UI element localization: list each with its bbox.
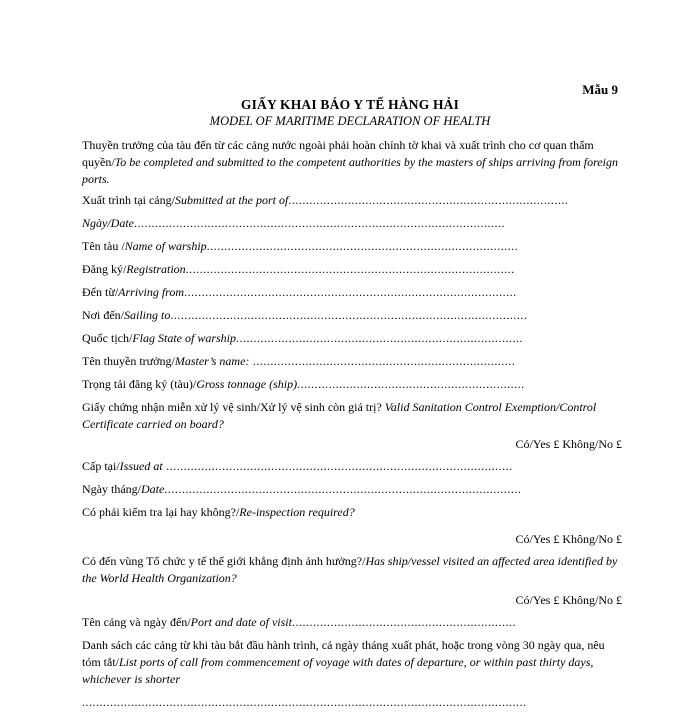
question-en: Has ship/vessel visited an affected area identified by the World Health Organization? [82, 554, 618, 585]
field-registration[interactable] [82, 261, 622, 284]
field-dots: ........................................................................... [249, 354, 516, 368]
field-date[interactable] [82, 215, 622, 238]
field-label-en: Flag State of warship [132, 331, 236, 345]
who-affected-area-question [82, 553, 622, 587]
field-label-en: Ngày/Date [82, 216, 134, 230]
field-dots: ................................................................ [291, 615, 516, 629]
question-en: Re-inspection required? [239, 505, 355, 519]
field-dots: ...................................................................................................... [164, 482, 522, 496]
sanitation-yes-no-checkboxes[interactable]: Có/Yes £ Không/No £ [515, 437, 622, 451]
field-sailing-to[interactable] [82, 307, 622, 330]
field-label-en: Issued at [119, 459, 163, 473]
question-vi: Giấy chứng nhận miễn xử lý vệ sinh/Xử lý vệ sinh còn giá trị? [82, 400, 385, 414]
reinspection-yes-no-checkboxes[interactable]: Có/Yes £ Không/No £ [515, 532, 622, 546]
reinspection-question [82, 504, 622, 521]
field-dots: ................................................................. [297, 377, 525, 391]
field-dots: ...................................................................................................... [170, 308, 528, 322]
field-label-en: Port and date of visit [190, 615, 292, 629]
declaration-body [82, 137, 622, 717]
field-dots: ................................................................................................... [162, 459, 513, 473]
intro-en: To be completed and submitted to the competent authorities by the masters of ships arriving from foreign ports. [82, 155, 618, 186]
ports-list-vi: Danh sách các cảng từ khi tàu bắt đầu hành trình, cả ngày tháng xuất phát, hoặc trong vòng 30 ngày qua, nêu tóm tắt/ [82, 638, 605, 669]
field-dots: .................................................................................. [236, 331, 523, 345]
question-vi: Có phải kiểm tra lại hay không?/ [82, 505, 240, 519]
field-label-en: Registration [126, 262, 186, 276]
sanitation-question [82, 399, 622, 433]
field-label-vi: Quốc tịch/ [82, 331, 133, 345]
field-label-vi: Tên tàu / [82, 239, 125, 253]
field-dots: ......................................................................................... [206, 239, 519, 253]
field-dots: .......................................................................................................... [134, 216, 505, 230]
field-gross-tonnage[interactable] [82, 376, 622, 399]
document-subtitle: MODEL OF MARITIME DECLARATION OF HEALTH [209, 114, 491, 128]
form-number: Mẫu 9 [582, 82, 618, 97]
field-label-vi: Đến từ/ [82, 285, 119, 299]
field-dots: ............................................................................................... [184, 285, 517, 299]
field-label-vi: Trọng tải đăng ký (tàu)/ [82, 377, 197, 391]
field-label-en: Arriving from [118, 285, 185, 299]
field-dots: .............................................................................................. [185, 262, 515, 276]
ports-list-paragraph [82, 637, 622, 688]
intro-paragraph [82, 137, 622, 188]
document-title: GIẤY KHAI BÁO Y TẾ HÀNG HẢI [240, 97, 460, 112]
field-ship-name[interactable] [82, 238, 622, 261]
field-label-en: Sailing to [124, 308, 171, 322]
field-label-en: Name of warship [124, 239, 207, 253]
field-master-name[interactable] [82, 353, 622, 376]
field-label-vi: Cấp tại/ [82, 459, 120, 473]
field-label-en: Master’s name: [174, 354, 250, 368]
field-port-submitted[interactable] [82, 192, 622, 215]
ports-list-en: List ports of call from commencement of voyage with dates of departure, or within past thirty days, whichever is shorter [82, 655, 594, 686]
field-flag-state[interactable] [82, 330, 622, 353]
question-en: Valid Sanitation Control Exemption/Control Certificate carried on board? [82, 400, 597, 431]
who-yes-no-checkboxes[interactable]: Có/Yes £ Không/No £ [515, 593, 622, 607]
field-dots: ................................................................................ [288, 193, 569, 207]
question-vi: Có đến vùng Tổ chức y tế thế giới khẳng định ảnh hưởng?/ [82, 554, 366, 568]
intro-vi: Thuyền trưởng của tàu đến từ các cảng nước ngoài phải hoàn chỉnh tờ khai và xuất trình cho cơ quan thẩm quyền/ [82, 138, 594, 169]
field-label-vi: Xuất trình tại cảng/ [82, 193, 175, 207]
field-label-vi: Tên thuyền trưởng/ [82, 354, 175, 368]
field-label-vi: Đăng ký/ [82, 262, 127, 276]
field-dots: ............................................................................................................................... [82, 695, 527, 709]
field-label-en: Gross tonnage (ship) [196, 377, 298, 391]
field-label-vi: Tên cảng và ngày đến/ [82, 615, 191, 629]
field-label-en: Date [141, 482, 165, 496]
field-port-date-visit[interactable] [82, 614, 622, 637]
field-label-vi: Ngày tháng/ [82, 482, 141, 496]
ports-list-entry-line[interactable] [82, 694, 622, 717]
field-label-vi: Nơi đến/ [82, 308, 125, 322]
field-label-en: Submitted at the port of [174, 193, 289, 207]
field-arriving-from[interactable] [82, 284, 622, 307]
field-issued-at[interactable] [82, 458, 622, 481]
field-issue-date[interactable] [82, 481, 622, 504]
